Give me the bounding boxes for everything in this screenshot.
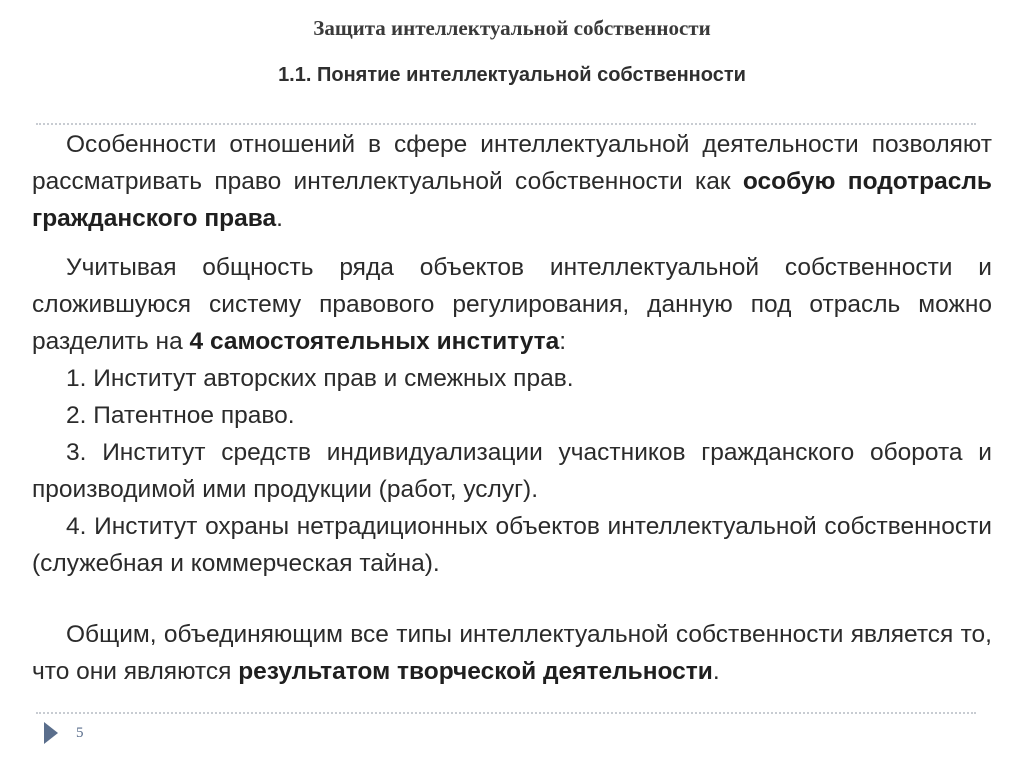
top-divider bbox=[36, 123, 976, 125]
list-item: 3. Институт средств индивидуализации участников гражданского оборота и производимой ими продукции (работ, услуг). bbox=[32, 439, 992, 503]
paragraph-3 bbox=[32, 616, 992, 690]
list-item: 1. Институт авторских прав и смежных прав. bbox=[66, 365, 574, 392]
page-number: 5 bbox=[76, 724, 84, 741]
paragraph-2 bbox=[32, 249, 992, 360]
paragraph-1 bbox=[32, 126, 992, 237]
section-title: 1.1. Понятие интеллектуальной собственности bbox=[278, 64, 746, 86]
page-footer bbox=[44, 722, 84, 744]
list-item: 2. Патентное право. bbox=[66, 402, 295, 429]
list-item: 4. Институт охраны нетрадиционных объектов интеллектуальной собственности (служебная и коммерческая тайна). bbox=[32, 513, 992, 577]
paragraph-2-bold: 4 самостоятельных института bbox=[189, 328, 560, 355]
paragraph-3-end: . bbox=[712, 658, 720, 685]
bottom-divider bbox=[36, 712, 976, 714]
paragraph-3-text: Общим, объединяющим все типы интеллектуальной собственности является то, что они являются bbox=[32, 621, 992, 685]
paragraph-1-text: Особенности отношений в сфере интеллектуальной деятельности позволяют рассматривать право интеллектуальной собственности как bbox=[32, 131, 992, 195]
paragraph-3-bold: результатом творческой деятельности bbox=[238, 658, 713, 685]
paragraph-2-end: : bbox=[559, 328, 567, 355]
triangle-right-icon bbox=[44, 722, 58, 744]
paragraph-1-bold: особую подотрасль гражданского права bbox=[32, 168, 992, 232]
document-header-title: Защита интеллектуальной собственности bbox=[313, 16, 711, 40]
paragraph-2-text: Учитывая общность ряда объектов интеллектуальной собственности и сложившуюся систему правового регулирования, данную под отрасль можно разделить на bbox=[32, 254, 992, 355]
slide-content bbox=[32, 126, 992, 690]
paragraph-1-end: . bbox=[276, 205, 283, 232]
